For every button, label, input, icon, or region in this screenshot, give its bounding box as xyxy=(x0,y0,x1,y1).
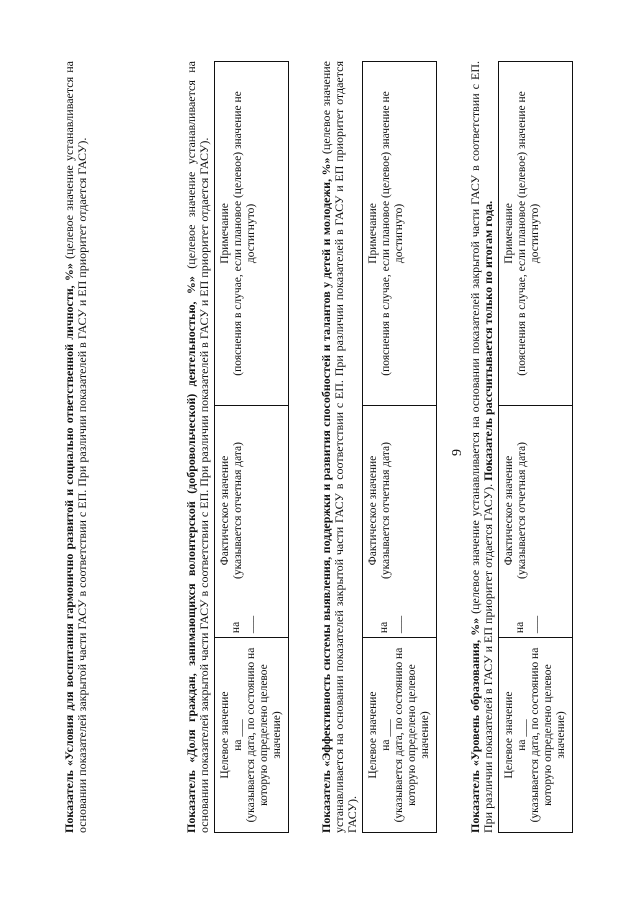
actual-value-label: Фактическое значение xyxy=(503,455,515,566)
indicator-block-3 xyxy=(185,61,289,833)
table-row xyxy=(215,62,289,833)
target-value-note: (указывается дата, по состоянию на которую определено целевое значение) xyxy=(393,647,431,823)
actual-value-cell xyxy=(499,405,573,637)
note-text: (пояснения в случае, если плановое (целевое) значение не достигнуто) xyxy=(232,91,257,376)
page-number: 9 xyxy=(450,449,465,456)
note-text: (пояснения в случае, если плановое (целевое) значение не достигнуто) xyxy=(380,91,405,376)
note-label: Примечание xyxy=(219,203,231,264)
note-label: Примечание xyxy=(367,203,379,264)
indicator-title: Показатель «Доля граждан, занимающихся волонтерской (добровольческой) деятельностью, %» xyxy=(184,276,198,833)
note-label: Примечание xyxy=(503,203,515,264)
indicator-title: Показатель «Эффективность системы выявления, поддержки и развития способностей и талантов у детей и молодежи, %» xyxy=(319,157,333,833)
indicator-title: Показатель «Условия для воспитания гармонично развитой и социально ответственной личности, %» xyxy=(62,263,76,833)
actual-value-date: на ___ xyxy=(230,615,255,634)
target-value-note: (указывается дата, по состоянию на которую определено целевое значение) xyxy=(529,647,567,823)
note-text: (пояснения в случае, если плановое (целевое) значение не достигнуто) xyxy=(516,91,541,376)
indicator-paragraph xyxy=(320,61,359,833)
indicator-description: (целевое значение устанавливается на основании показателей закрытой части ГАСУ в соответствии с ЕП. При различии показателей в ГАСУ и ЕП приоритет отдается ГАСУ). xyxy=(468,61,495,833)
target-value-date: на ___ xyxy=(232,719,244,751)
target-value-label: Целевое значение xyxy=(503,691,515,779)
actual-value-cell xyxy=(363,405,437,637)
note-cell xyxy=(215,62,289,406)
indicator-table xyxy=(214,61,289,833)
actual-value-note: (указывается отчетная дата) xyxy=(380,442,392,580)
indicator-description-bold: Показатель рассчитывается только по итогам года. xyxy=(481,200,495,481)
actual-value-date: на ___ xyxy=(378,615,403,634)
indicator-block-4 xyxy=(63,61,89,833)
target-value-cell xyxy=(363,638,437,833)
actual-value-note: (указывается отчетная дата) xyxy=(232,442,244,580)
actual-value-cell xyxy=(215,405,289,637)
indicator-title: Показатель «Уровень образования, %» xyxy=(468,617,482,833)
target-value-label: Целевое значение xyxy=(367,691,379,779)
indicator-description: (целевое значение устанавливается на основании показателей закрытой части ГАСУ в соответствии с ЕП. При различии показателей в ГАСУ и ЕП приоритет отдается ГАСУ). xyxy=(184,61,211,833)
target-value-cell xyxy=(215,638,289,833)
indicator-description: (целевое значение устанавливается на основании показателей закрытой части ГАСУ в соответствии с ЕП. При различии показателей в ГАСУ и ЕП приоритет отдается ГАСУ). xyxy=(62,61,89,833)
indicator-paragraph xyxy=(469,61,495,833)
indicator-block-1 xyxy=(469,61,573,833)
indicator-table xyxy=(362,61,437,833)
indicator-description: (целевое значение устанавливается на основании показателей закрытой части ГАСУ в соответствии с ЕП. При различии показателей в ГАСУ и ЕП приоритет отдается ГАСУ). xyxy=(319,61,359,833)
table-row xyxy=(363,62,437,833)
target-value-cell xyxy=(499,638,573,833)
indicator-paragraph xyxy=(63,61,89,833)
target-value-date: на ___ xyxy=(380,719,392,751)
target-value-date: на ___ xyxy=(516,719,528,751)
note-cell xyxy=(363,62,437,406)
indicator-table xyxy=(498,61,573,833)
note-cell xyxy=(499,62,573,406)
actual-value-label: Фактическое значение xyxy=(219,455,231,566)
indicator-paragraph xyxy=(185,61,211,833)
indicator-block-2 xyxy=(320,61,437,833)
actual-value-date: на ___ xyxy=(514,615,539,634)
actual-value-note: (указывается отчетная дата) xyxy=(516,442,528,580)
target-value-note: (указывается дата, по состоянию на которую определено целевое значение) xyxy=(245,647,283,823)
target-value-label: Целевое значение xyxy=(219,691,231,779)
table-row xyxy=(499,62,573,833)
actual-value-label: Фактическое значение xyxy=(367,455,379,566)
